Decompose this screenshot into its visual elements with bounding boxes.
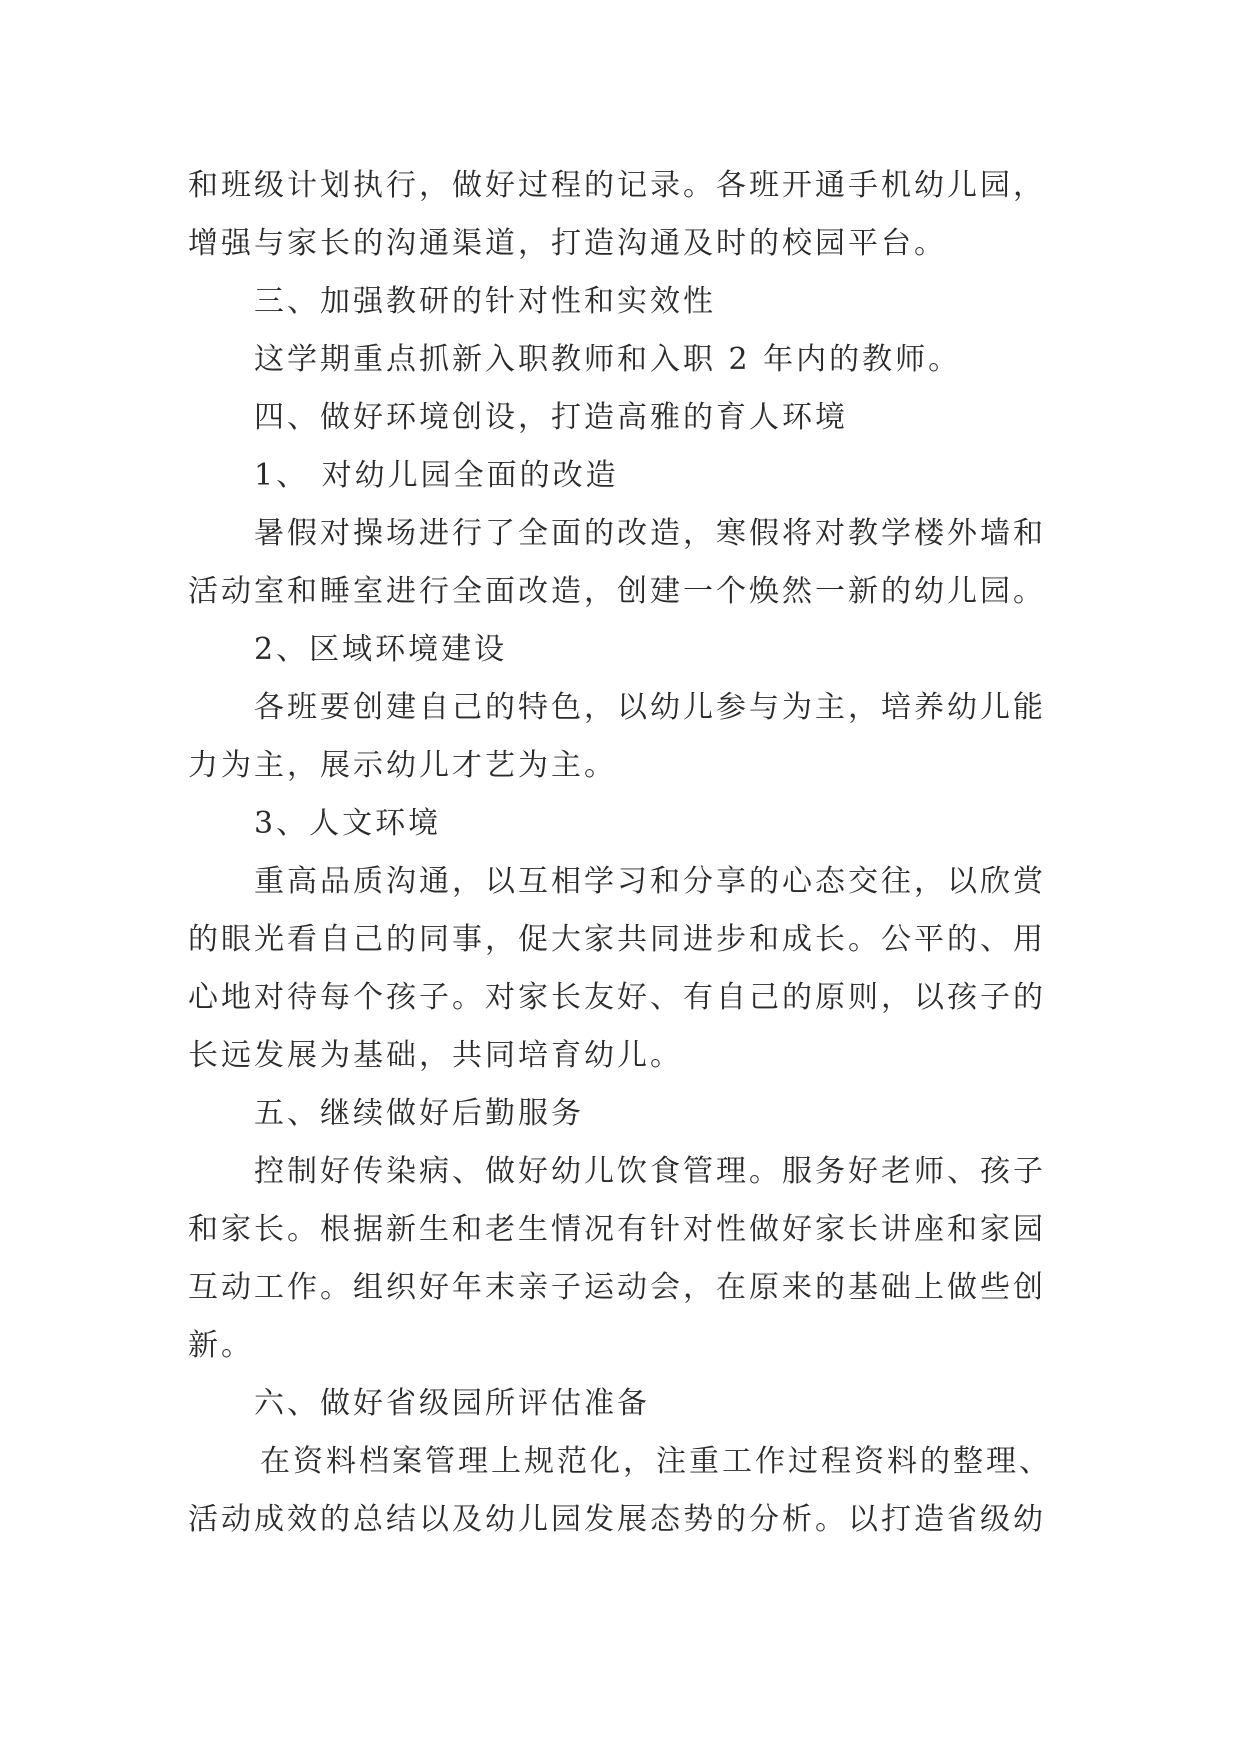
text-line: 各班要创建自己的特色，以幼儿参与为主，培养幼儿能: [254, 690, 1046, 725]
section-heading: 四、做好环境创设，打造高雅的育人环境: [254, 400, 848, 435]
section-heading: 三、加强教研的针对性和实效性: [254, 284, 716, 319]
section-heading: 六、做好省级园所评估准备: [254, 1386, 650, 1421]
text-line: 在资料档案管理上规范化，注重工作过程资料的整理、: [260, 1444, 1052, 1479]
text-line: 活动成效的总结以及幼儿园发展态势的分析。以打造省级幼: [188, 1502, 1046, 1537]
subsection-heading: 3、人文环境: [254, 806, 442, 841]
text-line: 心地对待每个孩子。对家长友好、有自己的原则，以孩子的: [188, 980, 1046, 1015]
text-line: 增强与家长的沟通渠道，打造沟通及时的校园平台。: [188, 226, 947, 261]
text-line: 新。: [188, 1328, 254, 1363]
text-line: 控制好传染病、做好幼儿饮食管理。服务好老师、孩子: [254, 1154, 1046, 1189]
text-line: 和班级计划执行，做好过程的记录。各班开通手机幼儿园，: [188, 168, 1046, 203]
text-line: 这学期重点抓新入职教师和入职 2 年内的教师。: [254, 342, 962, 377]
text-line: 互动工作。组织好年末亲子运动会，在原来的基础上做些创: [188, 1270, 1046, 1305]
text-line: 长远发展为基础，共同培育幼儿。: [188, 1038, 683, 1073]
text-line: 力为主，展示幼儿才艺为主。: [188, 748, 617, 783]
subsection-heading: 1、 对幼儿园全面的改造: [254, 458, 619, 493]
text-line: 的眼光看自己的同事，促大家共同进步和成长。公平的、用: [188, 922, 1046, 957]
section-heading: 五、继续做好后勤服务: [254, 1096, 584, 1131]
text-line: 重高品质沟通，以互相学习和分享的心态交往，以欣赏: [254, 864, 1046, 899]
text-line: 暑假对操场进行了全面的改造，寒假将对教学楼外墙和: [254, 516, 1046, 551]
subsection-heading: 2、区域环境建设: [254, 632, 508, 667]
text-line: 和家长。根据新生和老生情况有针对性做好家长讲座和家园: [188, 1212, 1046, 1247]
text-line: 活动室和睡室进行全面改造，创建一个焕然一新的幼儿园。: [188, 574, 1046, 609]
